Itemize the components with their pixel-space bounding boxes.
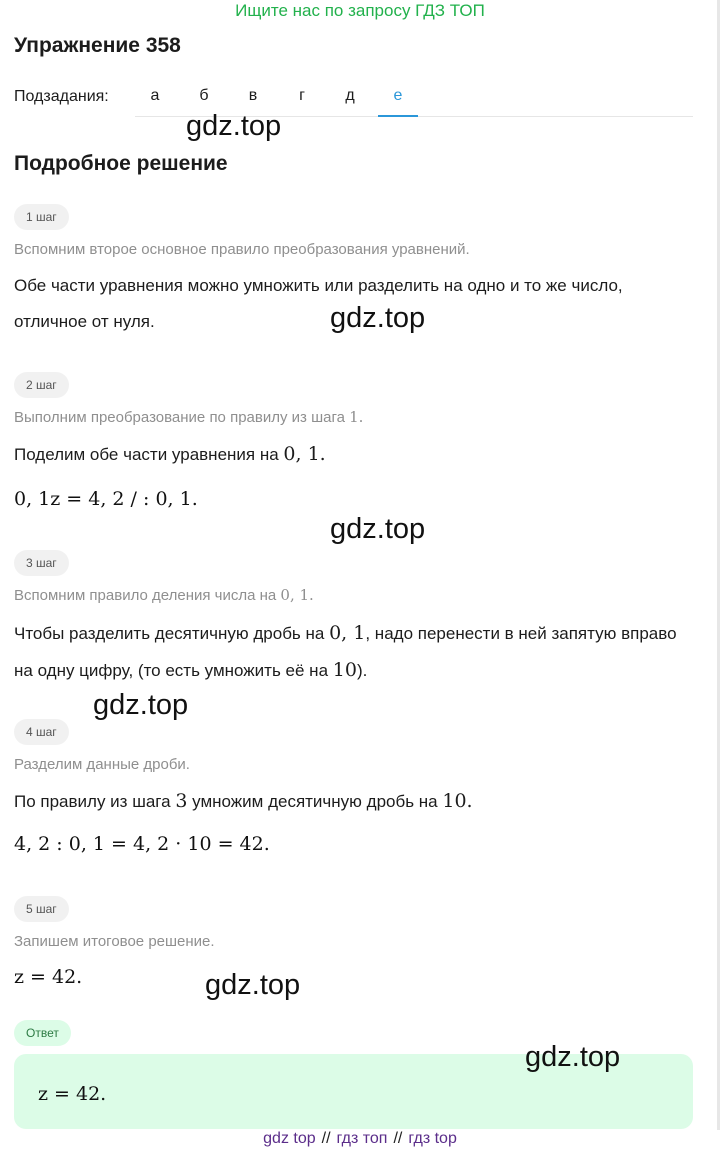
page-title: Упражнение 358 — [14, 34, 181, 57]
solution-heading: Подробное решение — [14, 152, 228, 175]
watermark: gdz.top — [330, 302, 426, 334]
step-formula-5: z = 42. — [14, 966, 83, 988]
tab-b[interactable]: б — [199, 87, 209, 104]
step-hint-3-math: 0, 1. — [280, 586, 314, 604]
step-text-4 — [14, 783, 694, 820]
tab-d[interactable]: д — [345, 87, 355, 104]
tab-a[interactable]: а — [150, 87, 160, 104]
footer-link-gdz-top-mixed[interactable]: гдз top — [408, 1130, 457, 1147]
watermark: gdz.top — [525, 1041, 621, 1073]
step-text-2-text: Поделим обе части уравнения на — [14, 445, 279, 464]
subtasks-label: Подзадания: — [14, 88, 109, 105]
footer-link-gdz-top-ru[interactable]: гдз топ — [336, 1130, 388, 1147]
promo-banner[interactable]: Ищите нас по запросу ГДЗ ТОП — [235, 1, 485, 20]
step-hint-3 — [14, 586, 314, 604]
watermark: gdz.top — [186, 110, 282, 142]
step-text-3-a-math: 0, 1 — [329, 622, 366, 644]
step-hint-5: Запишем итоговое решение. — [14, 933, 215, 950]
step-hint-3-text: Вспомним правило деления числа на — [14, 587, 277, 604]
footer-link-gdz-top[interactable]: gdz top — [263, 1130, 316, 1147]
footer-separator: // — [321, 1130, 331, 1147]
step-badge-1: 1 шаг — [14, 204, 69, 230]
step-formula-4: 4, 2 : 0, 1 = 4, 2 · 10 = 42. — [14, 833, 270, 855]
step-text-4-a-math: 3 — [175, 790, 188, 812]
watermark: gdz.top — [93, 689, 189, 721]
tab-v[interactable]: в — [248, 87, 258, 104]
step-text-3-b: , надо перенести в ней запятую вправо на одну цифру, (то есть умножить её на — [14, 624, 677, 680]
step-badge-3: 3 шаг — [14, 550, 69, 576]
step-formula-2: 0, 1z = 4, 2 / : 0, 1. — [14, 488, 198, 510]
watermark: gdz.top — [205, 969, 301, 1001]
step-text-4-b: умножим десятичную дробь на — [192, 792, 438, 811]
step-text-4-b-math: 10. — [442, 790, 473, 812]
answer-badge: Ответ — [14, 1020, 71, 1046]
step-badge-4: 4 шаг — [14, 719, 69, 745]
step-badge-2: 2 шаг — [14, 372, 69, 398]
step-text-3-b-math: 10 — [332, 659, 357, 681]
step-hint-1: Вспомним второе основное правило преобразования уравнений. — [14, 241, 470, 258]
step-text-3 — [14, 615, 694, 689]
step-hint-2-math: 1. — [349, 408, 364, 426]
tab-e[interactable]: е — [378, 78, 418, 117]
step-badge-5: 5 шаг — [14, 896, 69, 922]
step-text-2 — [14, 436, 694, 473]
step-hint-2 — [14, 408, 363, 426]
answer-formula: z = 42. — [38, 1083, 107, 1105]
watermark: gdz.top — [330, 513, 426, 545]
step-text-4-a: По правилу из шага — [14, 792, 171, 811]
footer-separator: // — [393, 1130, 403, 1147]
step-text-1: Обе части уравнения можно умножить или разделить на одно и то же число, отличное от нуля. — [14, 276, 623, 331]
step-text-2-math: 0, 1. — [283, 443, 326, 465]
footer-links — [0, 1130, 720, 1148]
step-hint-2-text: Выполним преобразование по правилу из шага — [14, 409, 345, 426]
step-hint-4: Разделим данные дроби. — [14, 756, 190, 773]
tab-g[interactable]: г — [299, 87, 305, 104]
step-text-3-a: Чтобы разделить десятичную дробь на — [14, 624, 325, 643]
step-text-3-c: ). — [356, 661, 368, 680]
